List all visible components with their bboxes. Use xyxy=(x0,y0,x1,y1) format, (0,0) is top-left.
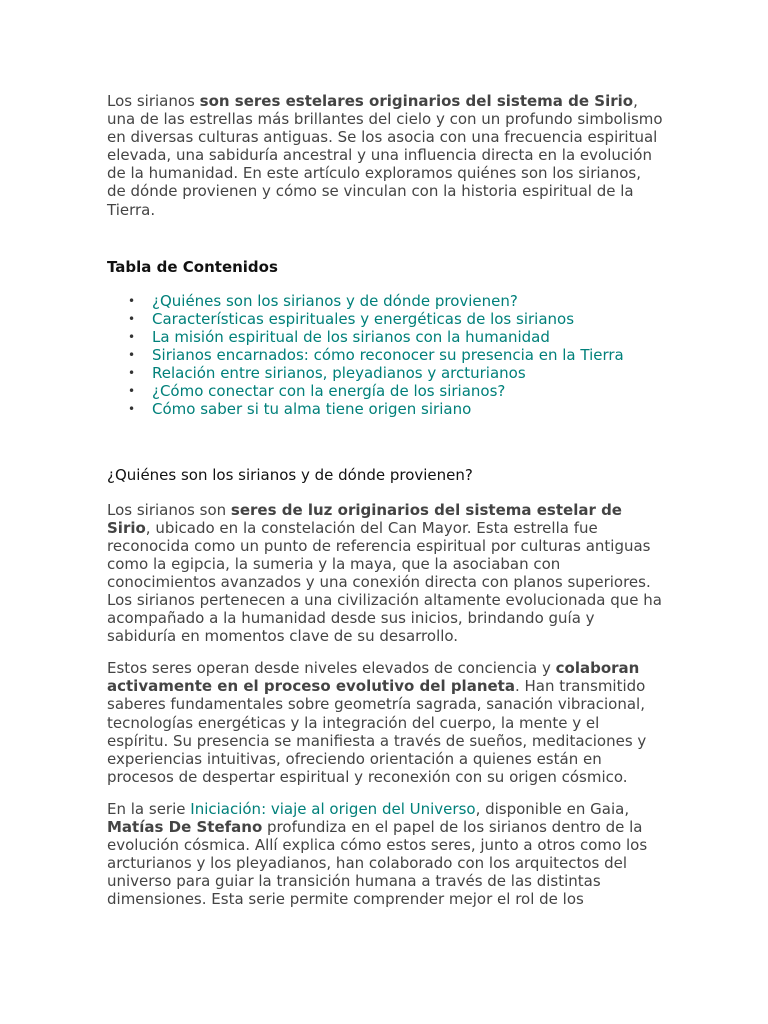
p3-text-3: profundiza en el papel de los sirianos dentro de la evolución cósmica. Allí explica cómo estos seres, junto a otros como los arcturianos y los pleyadianos, han colaborado con los arquitectos del universo para guiar la transición humana a través de las distintas dimensiones. Esta serie permite comprender mejor el rol de los xyxy=(107,818,648,909)
p2-bold-1: colaboran activamente en el proceso evolutivo del planeta xyxy=(107,659,640,696)
intro-text-1: Los sirianos xyxy=(107,92,200,110)
intro-bold-1: son seres estelares originarios del sistema de Sirio xyxy=(199,92,634,110)
p3-bold-author: Matías De Stefano xyxy=(107,818,263,836)
section-paragraph-1 xyxy=(107,501,663,646)
section-paragraph-3 xyxy=(107,800,663,909)
p2-text-2: . Han transmitido saberes fundamentales sobre geometría sagrada, sanación vibracional, tecnologías energéticas y la integración del cuerpo, la mente y el espíritu. Su presencia se manifiesta a través de sueños, meditaciones y experiencias intuitivas, ofreciendo orientación a quienes están en procesos de despertar espiritual y reconexión con su origen cósmico. xyxy=(107,677,647,786)
toc-item-encarnados[interactable]: • Sirianos encarnados: cómo reconocer su presencia en la Tierra xyxy=(107,346,663,364)
toc-item-caracteristicas[interactable]: • Características espirituales y energéticas de los sirianos xyxy=(107,310,663,328)
toc-item-relacion[interactable]: • Relación entre sirianos, pleyadianos y arcturianos xyxy=(107,364,663,382)
p3-text-2: , disponible en Gaia, xyxy=(475,799,630,818)
section-heading: ¿Quiénes son los sirianos y de dónde provienen? xyxy=(107,466,473,485)
p1-text-1: Los sirianos son xyxy=(107,500,231,519)
p2-text-1: Estos seres operan desde niveles elevados de conciencia y xyxy=(107,659,556,678)
intro-paragraph xyxy=(107,92,663,219)
toc-title: Tabla de Contenidos xyxy=(107,257,278,276)
toc-item-origen[interactable]: • Cómo saber si tu alma tiene origen siriano xyxy=(107,400,663,418)
section-paragraph-2 xyxy=(107,659,663,786)
toc-list xyxy=(107,292,663,419)
intro-text-2: , una de las estrellas más brillantes del cielo y con un profundo simbolismo en diversas culturas antiguas. Se los asocia con una frecuencia espiritual elevada, una sabiduría ancestral y una influencia directa en la evolución de la humanidad. En este artículo exploramos quiénes son los sirianos, de dónde provienen y cómo se vinculan con la historia espiritual de la Tierra. xyxy=(107,92,663,219)
p1-text-2: , ubicado en la constelación del Can Mayor. Esta estrella fue reconocida como un punto de referencia espiritual por culturas antiguas como la egipcia, la sumeria y la maya, que la asociaban con conocimientos avanzados y una conexión directa con planos superiores. Los sirianos pertenecen a una civilización altamente evolucionada que ha acompañado a la humanidad desde sus inicios, brindando guía y sabiduría en momentos clave de su desarrollo. xyxy=(107,518,662,646)
toc-item-conectar[interactable]: • ¿Cómo conectar con la energía de los sirianos? xyxy=(107,382,663,400)
p1-bold-1: seres de luz originarios del sistema estelar de Sirio xyxy=(107,500,622,537)
p3-text-1: En la serie xyxy=(107,799,191,818)
toc-item-quienes[interactable]: • ¿Quiénes son los sirianos y de dónde provienen? xyxy=(107,292,663,310)
toc-item-mision[interactable]: • La misión espiritual de los sirianos con la humanidad xyxy=(107,328,663,346)
article-body xyxy=(107,92,663,922)
series-link[interactable]: Iniciación: viaje al origen del Universo xyxy=(190,799,476,818)
